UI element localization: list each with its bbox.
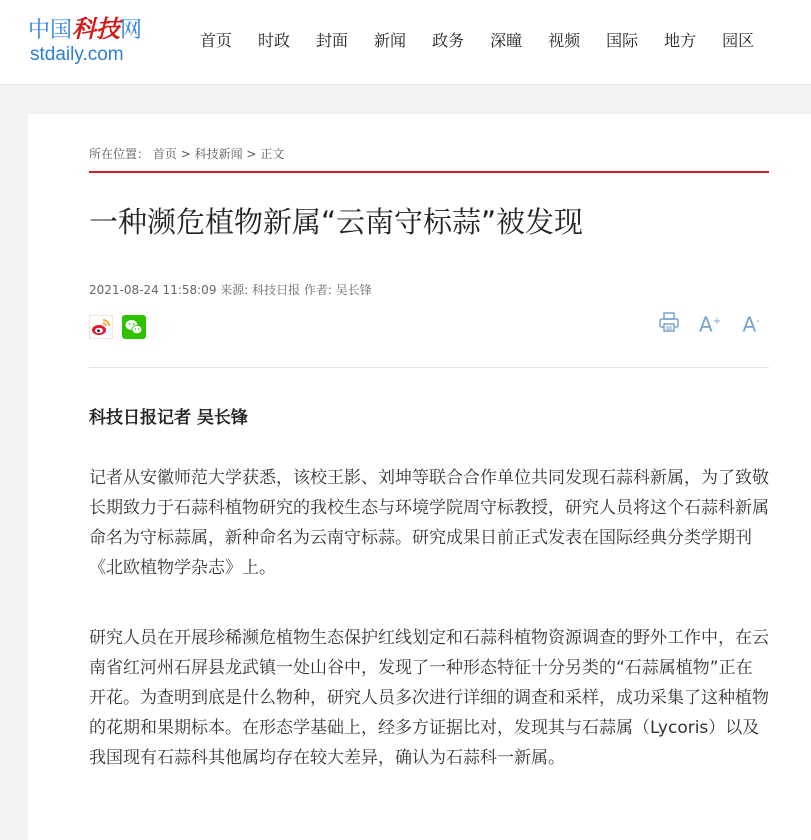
- print-icon[interactable]: [656, 309, 682, 335]
- font-decrease-letter: A: [742, 312, 757, 337]
- nav-item-park[interactable]: 园区: [722, 31, 755, 50]
- nav-item-video[interactable]: 视频: [548, 31, 581, 50]
- share-bar: [89, 315, 150, 339]
- article-meta: 2021-08-24 11:58:09 来源: 科技日报 作者: 吴长锋: [89, 283, 372, 297]
- article-tools: [656, 309, 774, 339]
- plus-icon: +: [712, 316, 722, 327]
- breadcrumb-current: 正文: [260, 147, 285, 161]
- red-divider: [89, 171, 769, 173]
- site-logo[interactable]: [28, 16, 154, 68]
- nav-item-politics[interactable]: 时政: [258, 31, 291, 50]
- main-nav: [200, 30, 780, 54]
- content-divider: [89, 367, 769, 368]
- logo-cn-highlight: 科技: [72, 14, 121, 43]
- logo-cn-prefix: 中国: [28, 18, 73, 43]
- article-paragraph: 记者从安徽师范大学获悉，该校王影、刘坤等联合合作单位共同发现石蒜科新属，为了致敬长期致力于石蒜科植物研究的我校生态与环境学院周守标教授，研究人员将这个石蒜科新属命名为守标蒜属，新种命名为云南守标蒜。研究成果日前正式发表在国际经典分类学期刊《北欧植物学杂志》上。: [89, 468, 769, 578]
- logo-english: stdaily.com: [30, 44, 124, 65]
- weibo-icon[interactable]: [89, 315, 113, 339]
- logo-chinese: [28, 16, 142, 44]
- breadcrumb-separator: >: [180, 147, 191, 161]
- wechat-icon[interactable]: [122, 315, 146, 339]
- breadcrumb-label: 所在位置：: [89, 147, 150, 161]
- site-header: [0, 0, 811, 85]
- breadcrumb: [89, 145, 284, 162]
- nav-item-government[interactable]: 政务: [432, 31, 465, 50]
- font-increase-button[interactable]: [697, 309, 723, 335]
- minus-icon: -: [756, 316, 760, 327]
- article-card: [28, 114, 811, 840]
- font-increase-letter: A: [699, 312, 713, 337]
- article-title: 一种濒危植物新属“云南守标蒜”被发现: [89, 205, 584, 239]
- article-paragraph: 研究人员在开展珍稀濒危植物生态保护红线划定和石蒜科植物资源调查的野外工作中，在云南省红河州石屏县龙武镇一处山谷中，发现了一种形态特征十分另类的“石蒜属植物”正在开花。为查明到底是什么物种，研究人员多次进行详细的调查和采样，成功采集了这种植物的花期和果期标本。在形态学基础上，经多方证据比对，发现其与石蒜属（Lycoris）以及我国现有石蒜科其他属均存在较大差异，确认为石蒜科一新属。: [89, 628, 769, 768]
- logo-cn-suffix: 网: [120, 18, 143, 43]
- article-byline: 科技日报记者 吴长锋: [89, 408, 248, 428]
- font-decrease-button[interactable]: [738, 309, 764, 335]
- nav-item-cover[interactable]: 封面: [316, 31, 349, 50]
- nav-item-international[interactable]: 国际: [606, 31, 639, 50]
- nav-item-deep[interactable]: 深瞳: [490, 31, 523, 50]
- breadcrumb-home[interactable]: 首页: [152, 147, 177, 161]
- nav-item-home[interactable]: 首页: [200, 31, 233, 50]
- nav-item-local[interactable]: 地方: [664, 31, 697, 50]
- nav-item-news[interactable]: 新闻: [374, 31, 407, 50]
- breadcrumb-separator: >: [246, 147, 257, 161]
- breadcrumb-section[interactable]: 科技新闻: [194, 147, 243, 161]
